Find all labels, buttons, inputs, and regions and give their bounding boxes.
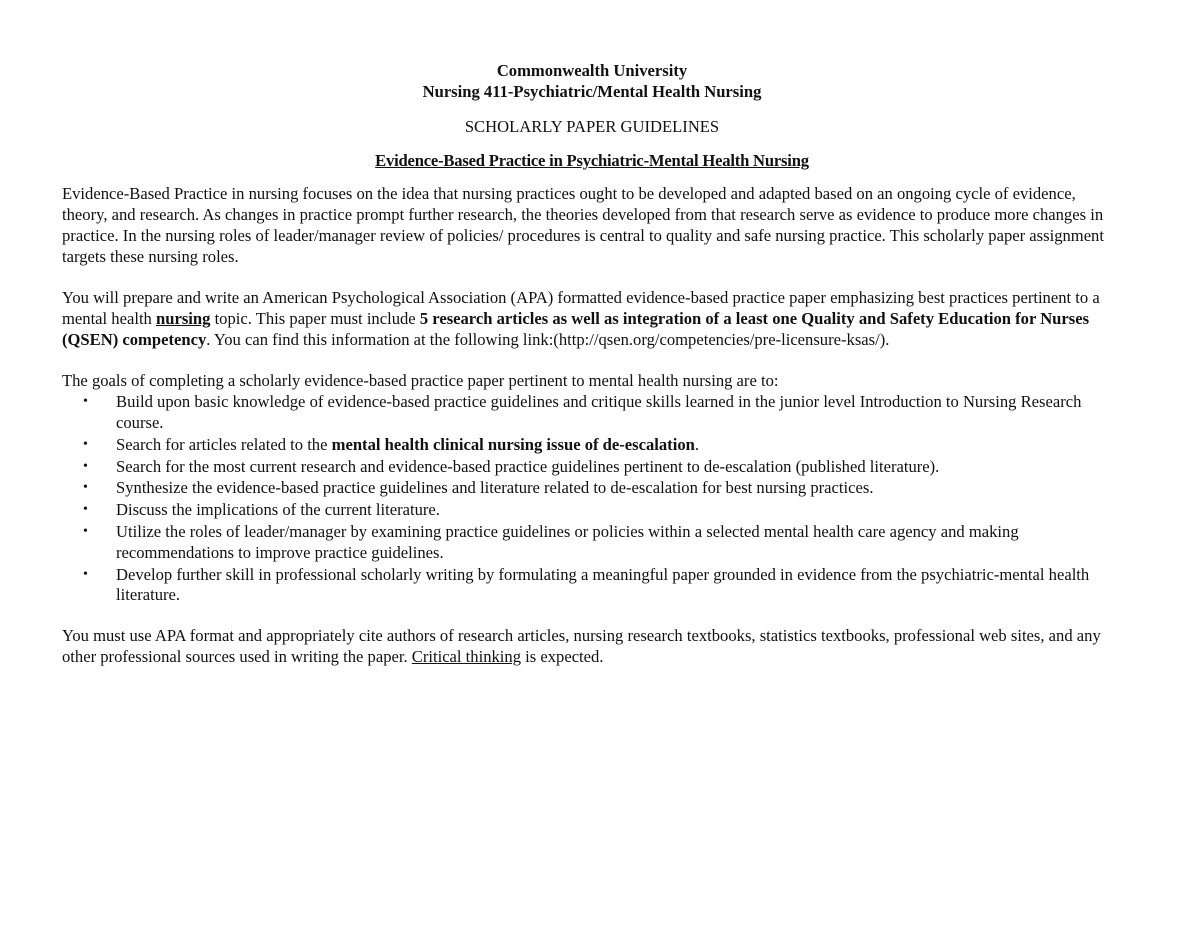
- goal-item: [62, 478, 1122, 499]
- goal-item: [62, 435, 1122, 456]
- goal-text: Search for the most current research and evidence-based practice guidelines pertinent to de-escalation (published literature).: [116, 456, 940, 476]
- closing-text-2: is expected.: [521, 646, 604, 666]
- critical-thinking-text: Critical thinking: [411, 646, 521, 666]
- goal-text: Discuss the implications of the current literature.: [116, 500, 440, 520]
- document-header: [62, 61, 1122, 103]
- section-heading: SCHOLARLY PAPER GUIDELINES: [464, 116, 720, 136]
- goal-text-pre: Search for articles related to the: [116, 434, 332, 454]
- goal-item: [62, 565, 1122, 607]
- goal-item: [62, 392, 1122, 434]
- goal-text: Build upon basic knowledge of evidence-based practice guidelines and critique skills learned in the junior level Introduction to Nursing Research course.: [116, 392, 1082, 432]
- goal-text-bold: mental health clinical nursing issue of de-escalation: [331, 434, 695, 454]
- requirement-text: 5 research articles as well as integration of a least one Quality and Safety Education for Nurses (QSEN) competency: [62, 308, 1090, 349]
- assignment-text-3: . You can find this information at the following link:(http://qsen.org/competencies/pre-licensure-ksas/).: [206, 329, 890, 349]
- bullet-icon: •: [83, 436, 88, 452]
- goal-text: Synthesize the evidence-based practice guidelines and literature related to de-escalation for best nursing practices.: [116, 478, 874, 498]
- goals-list: [62, 392, 1122, 606]
- course-title: Nursing 411-Psychiatric/Mental Health Nursing: [422, 81, 762, 101]
- closing-paragraph: [62, 626, 1122, 668]
- bullet-icon: •: [83, 566, 88, 582]
- closing-text-1: You must use APA format and appropriately cite authors of research articles, nursing research textbooks, statistics textbooks, professional web sites, and any other professional sources used in writing the paper.: [62, 626, 1101, 666]
- document-page: [62, 61, 1122, 689]
- bullet-icon: •: [83, 458, 88, 474]
- bullet-icon: •: [83, 523, 88, 539]
- bullet-icon: •: [83, 502, 88, 518]
- assignment-text-1: You will prepare and write an American Psychological Association (APA) formatted evidence-based practice paper emphasizing best practices pertinent to a mental health: [62, 288, 1100, 328]
- goals-intro: The goals of completing a scholarly evidence-based practice paper pertinent to mental health nursing are to:: [62, 371, 779, 391]
- assignment-paragraph: [62, 288, 1122, 350]
- emphasized-nursing-word: nursing: [156, 308, 211, 328]
- intro-paragraph: Evidence-Based Practice in nursing focuses on the idea that nursing practices ought to be developed and adapted based on an ongoing cycle of evidence, theory, and research. As changes in practice prompt further research, the theories developed from that research serve as evidence to produce more changes in practice. In the nursing roles of leader/manager review of policies/ procedures is central to quality and safe nursing practice. This scholarly paper assignment targets these nursing roles.: [62, 184, 1104, 266]
- goal-text: Utilize the roles of leader/manager by examining practice guidelines or policies within a selected mental health care agency and making recommendations to improve practice guidelines.: [116, 521, 1019, 562]
- paper-title: Evidence-Based Practice in Psychiatric-Mental Health Nursing: [375, 151, 809, 171]
- goal-item: [62, 457, 1122, 478]
- assignment-text-2: topic. This paper must include: [210, 308, 420, 328]
- goal-item: [62, 522, 1122, 564]
- bullet-icon: •: [83, 394, 88, 410]
- bullet-icon: •: [83, 480, 88, 496]
- goal-text-post: .: [694, 434, 700, 454]
- university-name: Commonwealth University: [496, 61, 688, 80]
- goal-text: Develop further skill in professional scholarly writing by formulating a meaningful paper grounded in evidence from the psychiatric-mental health literature.: [116, 564, 1090, 605]
- goal-item: [62, 500, 1122, 521]
- goal-text: [116, 435, 699, 454]
